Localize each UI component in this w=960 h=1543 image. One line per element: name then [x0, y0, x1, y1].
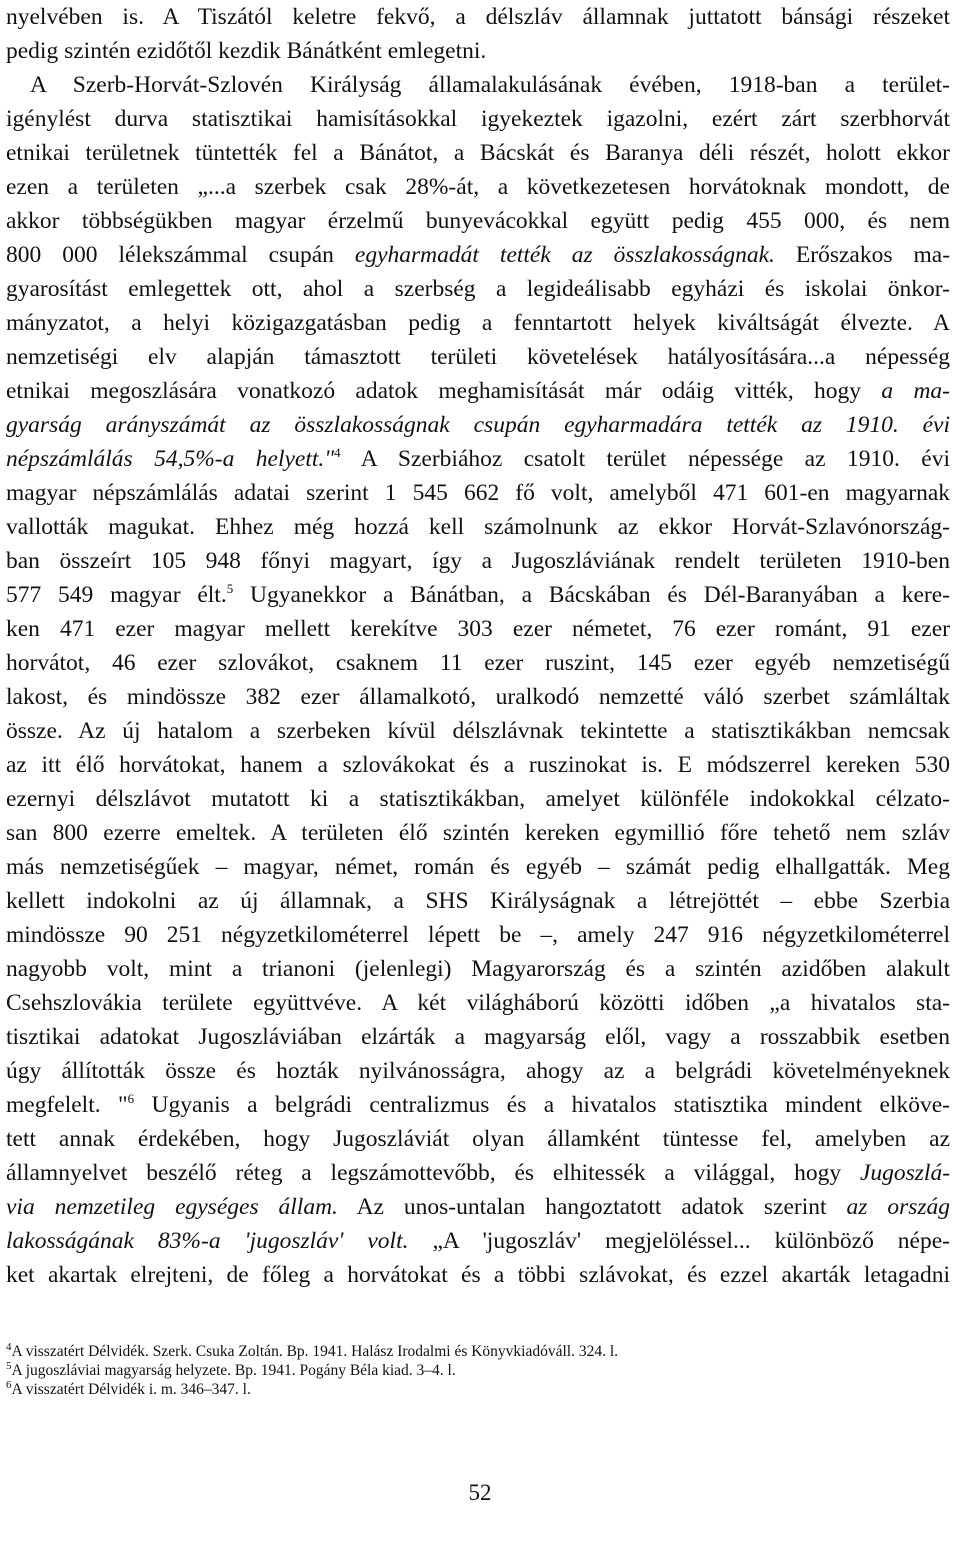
footnote	[6, 1342, 946, 1361]
text-span: Ugyanis a belgrádi centralizmus és a hivatalos statisztika mindent elköve-	[134, 1092, 951, 1118]
text-line	[6, 1156, 950, 1190]
text-line: nagyobb volt, mint a trianoni (jelenlegi) Magyarország és a szintén azidőben alakult	[6, 956, 950, 982]
text-line	[6, 578, 950, 612]
text-line	[6, 374, 950, 408]
text-span: 577 549 magyar élt.	[6, 582, 227, 608]
footnote-mark: 6	[6, 1379, 12, 1391]
footnote-text: A jugoszláviai magyarság helyzete. Bp. 1941. Pogány Béla kiad. 3–4. l.	[11, 1362, 456, 1379]
text-line: mindössze 90 251 négyzetkilométerrel lépett be –, amely 247 916 négyzetkilométerrel	[6, 922, 950, 948]
text-line: ban összeírt 105 948 főnyi magyart, így a Jugoszláviának rendelt területen 1910-ben	[6, 548, 950, 574]
footnote-mark: 4	[6, 1341, 12, 1353]
footnote-ref: 6	[127, 1091, 135, 1106]
footnote	[6, 1380, 946, 1399]
text-span: államnyelvet beszélő réteg a legszámottevőbb, és elhitessék a világgal, hogy	[6, 1160, 842, 1186]
text-line: össze. Az új hatalom a szerbeken kívül délszlávnak tekintette a statisztikákban nemcsak	[6, 718, 950, 744]
footnote-text: A visszatért Délvidék. Szerk. Csuka Zoltán. Bp. 1941. Halász Irodalmi és Könyvkiadóváll. 324. l.	[11, 1343, 619, 1360]
text-line: igénylést durva statisztikai hamisításokkal igyekeztek igazolni, ezért zárt szerbhorvát	[6, 106, 950, 132]
italic-emphasis: via nemzetileg egységes állam.	[6, 1194, 338, 1220]
text-line: ezen a területen „...a szerbek csak 28%-át, a következetesen horvátoknak mondott, de	[6, 174, 950, 200]
text-line	[6, 408, 950, 442]
text-line: ezernyi délszlávot mutatott ki a statisztikákban, amelyet különféle indokokkal célzato-	[6, 786, 950, 812]
footnote-mark: 5	[6, 1360, 12, 1372]
italic-emphasis: népszámlálás 54,5%-a helyett."	[6, 446, 335, 472]
text-span: 800 000 lélekszámmal csupán	[6, 242, 334, 268]
italic-emphasis: gyarság arányszámát az összlakosságnak csupán egyharmadára tették az 1910. évi	[6, 412, 950, 438]
text-line: mányzatot, a helyi közigazgatásban pedig a fenntartott helyek kiváltságát élvezte. A	[6, 310, 950, 336]
text-line: akkor többségükben magyar érzelmű bunyevácokkal együtt pedig 455 000, és nem	[6, 208, 950, 234]
italic-emphasis: lakosságának 83%-a 'jugoszláv' volt.	[6, 1228, 409, 1254]
text-span: Erőszakos ma-	[774, 242, 951, 268]
text-span: A Szerbiához csatolt terület népessége az 1910. évi	[340, 446, 950, 472]
text-line: magyar népszámlálás adatai szerint 1 545 662 fő volt, amelyből 471 601-en magyarnak	[6, 480, 950, 506]
text-line: lakost, és mindössze 382 ezer államalkotó, uralkodó nemzetté váló szerbet számláltak	[6, 684, 950, 710]
text-line	[6, 1088, 950, 1122]
footnote-text: A visszatért Délvidék i. m. 346–347. l.	[11, 1381, 251, 1398]
italic-emphasis: Jugoszlá-	[859, 1160, 951, 1186]
text-line: tett annak érdekében, hogy Jugoszláviát olyan államként tüntesse fel, amelyben az	[6, 1126, 950, 1152]
text-span: Az unos-untalan hangoztatott adatok szerint	[337, 1194, 827, 1220]
footnote-ref: 4	[334, 445, 341, 460]
italic-emphasis: egyharmadát tették az összlakosságnak.	[354, 242, 775, 268]
text-line: nemzetiségi elv alapján támasztott területi követelések hatályosítására...a népesség	[6, 344, 950, 370]
text-line: kellett indokolni az új államnak, a SHS Királyságnak a létrejöttét – ebbe Szerbia	[6, 888, 950, 914]
italic-emphasis: a ma-	[881, 378, 951, 404]
text-line: gyarosítást emlegettek ott, ahol a szerbség a legideálisabb egyházi és iskolai önkor-	[6, 276, 950, 302]
text-line: A Szerb-Horvát-Szlovén Királyság államalakulásának évében, 1918-ban a terület-	[30, 72, 950, 98]
text-line: más nemzetiségűek – magyar, német, román és egyéb – számát pedig elhallgatták. Meg	[6, 854, 950, 880]
text-line: nyelvében is. A Tiszától keletre fekvő, a délszláv államnak juttatott bánsági részeket	[6, 4, 950, 30]
text-line: vallották magukat. Ehhez még hozzá kell számolnunk az ekkor Horvát-Szlavónország-	[6, 514, 950, 540]
footnote	[6, 1361, 946, 1380]
text-line	[6, 1224, 950, 1258]
text-line: horvátot, 46 ezer szlovákot, csaknem 11 ezer ruszint, 145 ezer egyéb nemzetiségű	[6, 650, 950, 676]
text-line: pedig szintén ezidőtől kezdik Bánátként emlegetni.	[6, 38, 487, 64]
text-span: etnikai megoszlására vonatkozó adatok meghamisítását már odáig vitték, hogy	[6, 378, 862, 404]
text-line: Csehszlovákia területe együttvéve. A két világháború közötti időben „a hivatalos sta-	[6, 990, 950, 1016]
text-line: ket akartak elrejteni, de főleg a horvátokat és a többi szlávokat, és ezzel akarták letagadni	[6, 1262, 950, 1288]
text-line: az itt élő horvátokat, hanem a szlovákokat és a ruszinokat is. E módszerrel kereken 530	[6, 752, 950, 778]
text-line	[6, 238, 950, 272]
italic-emphasis: az ország	[846, 1194, 950, 1220]
footnote-ref: 5	[226, 581, 234, 596]
text-line: úgy állították össze és hozták nyilvánosságra, ahogy az a belgrádi követelményeknek	[6, 1058, 950, 1084]
text-span: „A 'jugoszláv' megjelöléssel... különböző népe-	[408, 1228, 950, 1254]
text-span: Ugyanekkor a Bánátban, a Bácskában és Dél-Baranyában a kere-	[233, 582, 950, 608]
text-line: tisztikai adatokat Jugoszláviában elzárták a magyarság elől, vagy a rosszabbik esetben	[6, 1024, 950, 1050]
text-line: san 800 ezerre emeltek. A területen élő szintén kereken egymillió főre tehető nem szláv	[6, 820, 950, 846]
text-line: ken 471 ezer magyar mellett kerekítve 303 ezer németet, 76 ezer románt, 91 ezer	[6, 616, 950, 642]
text-line	[6, 442, 950, 476]
text-line	[6, 1190, 950, 1224]
page-number: 52	[468, 1480, 492, 1505]
text-span: megfelelt. "	[6, 1092, 128, 1118]
text-line: etnikai területnek tüntették fel a Bánátot, a Bácskát és Baranya déli részét, holott ekkor	[6, 140, 950, 166]
